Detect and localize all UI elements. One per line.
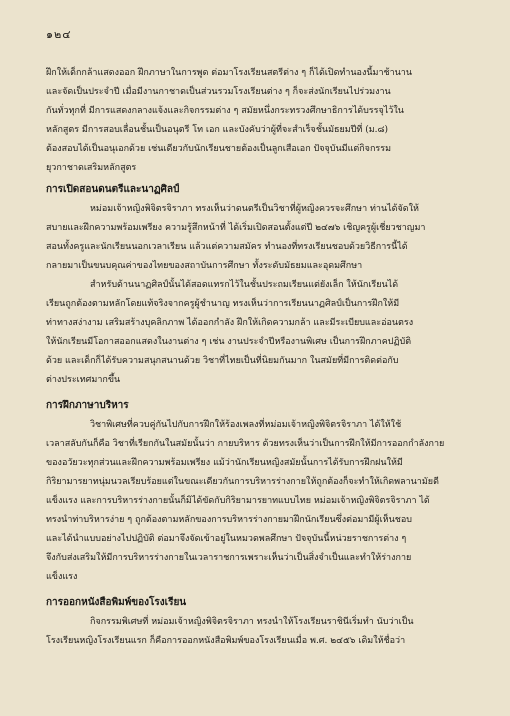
admin-line: ของอวัยวะทุกส่วนและฝึกความพร้อมเพรียง แม้ว่านักเรียนหญิงสมัยนั้นการได้รับการฝึกฝนให้มี — [46, 458, 403, 468]
section-heading-music: การเปิดสอนดนตรีและนาฏศิลป์ — [46, 184, 180, 195]
music-p2-line: ด้วย และเด็กก็ได้รับความสนุกสนานด้วย วิชาที่ไทยเป็นที่นิยมกันมาก ในสมัยที่มีการติดต่อกับ — [46, 356, 399, 366]
music-p2-line: เรียนถูกต้องตามหลักโดยแท้จริงจากครูผู้ชำนาญ ทรงเห็นว่าการเรียนนาฏศิลป์เป็นการฝึกให้มี — [46, 299, 400, 309]
intro-paragraph — [46, 64, 466, 178]
admin-line: แข็งแรง — [46, 572, 78, 582]
music-p1-line: สบายและฝึกความพร้อมเพรียง ความรู้สึกหน้าที่ ได้เริ่มเปิดสอนตั้งแต่ปี ๒๔๗๖ เชิญครูผู้เชี่ยวชาญมา — [46, 223, 426, 233]
music-p2-line: ให้นักเรียนมีโอกาสออกแสดงในงานต่าง ๆ เช่น งานประจำปีหรืองานพิเศษ เป็นการฝึกภาคปฏิบัติ — [46, 337, 412, 347]
admin-line: ทรงนำท่าบริหารง่าย ๆ ถูกต้องตามหลักของการบริหารร่างกายมาฝึกนักเรียนซึ่งต่อมามีผู้เห็นชอบ — [46, 515, 412, 525]
admin-paragraph — [46, 416, 466, 587]
print-line: กิจกรรมพิเศษที่ หม่อมเจ้าหญิงพิจิตรจิราภา ทรงนำให้โรงเรียนราชินีเริ่มทำ นับว่าเป็น — [90, 617, 414, 627]
admin-line: กิริยามารยาทนุ่มนวลเรียบร้อยแต่ในขณะเดียวกันการบริหารร่างกายให้ถูกต้องก็จะทำให้เกิดพลานามัยดี — [46, 477, 439, 487]
music-p2-line: ต่างประเทศมากขึ้น — [46, 375, 121, 385]
music-p1-line: กลายมาเป็นขนบคุณค่าของไทยของสถาบันการศึกษา ทั้งระดับมัธยมและอุดมศึกษา — [46, 261, 363, 271]
section-heading-admin: การฝึกภาษาบริหาร — [46, 400, 129, 411]
music-p1-line: สอนทั้งครูและนักเรียนนอกเวลาเรียน แล้วแต่ความสมัคร ทำนองที่ทรงเรียนชอบด้วยวิธีการนี้ได้ — [46, 242, 408, 252]
admin-line: วิชาพิเศษที่ควบคู่กันไปกับการฝึกให้ร้องเพลงที่หม่อมเจ้าหญิงพิจิตรจิราภา ได้ให้ใช้ — [90, 420, 402, 430]
page-number: ๑๒๔ — [46, 28, 72, 41]
music-p2-line: สำหรับด้านนาฏศิลป์นั้นได้สอดแทรกไว้ในชั้นประถมเรียนแต่ยังเล็ก ให้นักเรียนได้ — [90, 280, 399, 290]
print-line: โรงเรียนหญิงโรงเรียนแรก ก็คือการออกหนังสือพิมพ์ของโรงเรียนเมื่อ พ.ศ. ๒๔๕๖ เดิมให้ชื่อว่า — [46, 636, 406, 646]
intro-line: ต้องสอบได้เป็นอนุเอกด้วย เช่นเดียวกับนักเรียนชายต้องเป็นลูกเสือเอก ปัจจุบันมีแต่กิจกรรม — [46, 144, 392, 154]
intro-line: ฝึกให้เด็กกล้าแสดงออก ฝึกภาษาในการพูด ต่อมาโรงเรียนสตรีต่าง ๆ ก็ได้เปิดทำนองนี้มาช้านาน — [46, 68, 413, 78]
intro-line: และจัดเป็นประจำปี เมื่อมีงานกาชาดเป็นส่วนรวมโรงเรียนต่าง ๆ ก็จะส่งนักเรียนไปร่วมงาน — [46, 87, 391, 97]
admin-line: และได้นำแบบอย่างไปปฏิบัติ ต่อมาจึงจัดเข้าอยู่ในหมวดพลศึกษา ปัจจุบันนี้หน่วยราชการต่าง ๆ — [46, 534, 407, 544]
admin-line: แข็งแรง และการบริหารร่างกายนั้นก็มิได้ขัดกับกิริยามารยาทแบบไทย หม่อมเจ้าหญิงพิจิตรจิราภา ได้ — [46, 496, 430, 506]
admin-line: จึงกับส่งเสริมให้มีการบริหารร่างกายในเวลาราชการเพราะเห็นว่าเป็นสิ่งจำเป็นและทำให้ร่างกาย — [46, 553, 412, 563]
print-paragraph — [46, 613, 466, 651]
music-paragraph-1 — [46, 200, 466, 276]
intro-line: กันทั่วทุกที่ มีการแสดงกลางแจ้งและกิจกรรมต่าง ๆ สมัยหนึ่งกระทรวงศึกษาธิการได้บรรจุไว้ใน — [46, 106, 404, 116]
intro-line: หลักสูตร มีการสอบเลื่อนชั้นเป็นอนุตรี โท เอก และบังคับว่าผู้ที่จะสำเร็จชั้นมัธยมปีที่ (ม.๘) — [46, 125, 388, 135]
music-p1-line: หม่อมเจ้าหญิงพิจิตรจิราภา ทรงเห็นว่าดนตรีเป็นวิชาที่ผู้หญิงควรจะศึกษา ท่านได้จัดให้ — [90, 204, 419, 214]
intro-line: ยุวกาชาดเสริมหลักสูตร — [46, 163, 137, 173]
music-paragraph-2 — [46, 276, 466, 390]
admin-line: เวลาสลับกันก็คือ วิชาที่เรียกกันในสมัยนั้นว่า กายบริหาร ด้วยทรงเห็นว่าเป็นการฝึกให้มีการออกกำลังกาย — [46, 439, 445, 449]
music-p2-line: ท่าทางสง่างาม เสริมสร้างบุคลิกภาพ ได้ออกกำลัง ฝึกให้เกิดความกล้า และมีระเบียบและอ่อนตรง — [46, 318, 414, 328]
section-heading-print: การออกหนังสือพิมพ์ของโรงเรียน — [46, 597, 187, 608]
